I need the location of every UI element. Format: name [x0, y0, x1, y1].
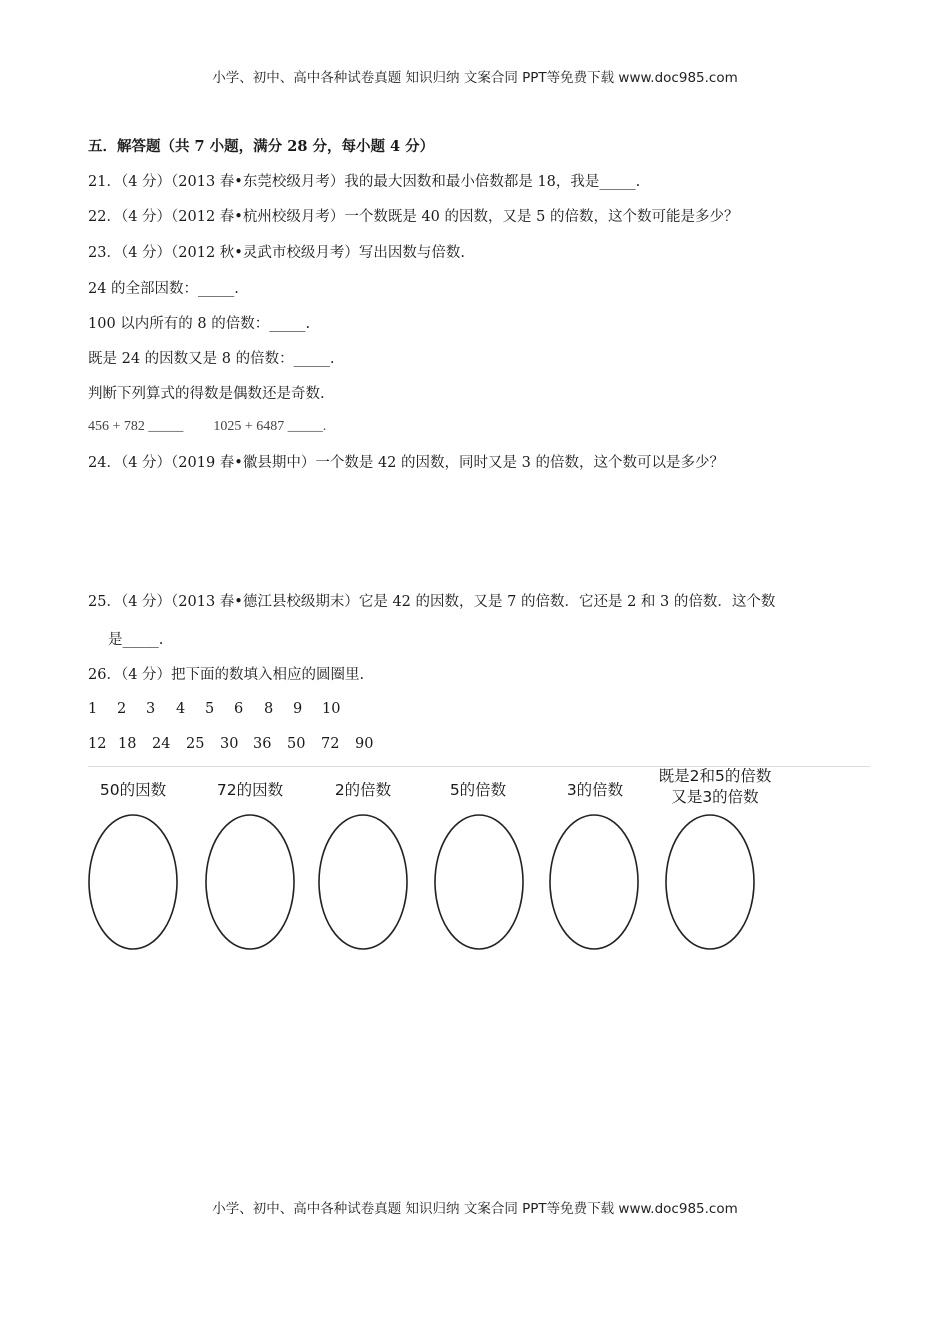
circle-label-line-1: 既是2和5的倍数: [658, 767, 772, 785]
circle-label-multiples-5: 5的倍数: [449, 781, 507, 799]
calc-expression-2: 1025 + 6487 _____.: [213, 419, 327, 434]
number-item: 12: [88, 736, 107, 752]
number-item: 5: [205, 701, 215, 717]
question-24: 24．（4 分）（2019 春•徽县期中）一个数是 42 的因数，同时又是 3 的倍数，这个数可以是多少？: [88, 455, 724, 471]
circle-label-multiples-3: 3的倍数: [566, 781, 624, 799]
answer-circles: [0, 800, 950, 960]
number-item: 30: [220, 736, 239, 752]
circle-multiples-3[interactable]: [550, 815, 638, 949]
circle-label-factors-50: 50的因数: [99, 781, 167, 799]
number-item: 4: [176, 701, 186, 717]
number-item: 50: [287, 736, 306, 752]
number-row-1: [88, 699, 340, 719]
number-item: 9: [293, 701, 303, 717]
number-item: 3: [146, 701, 156, 717]
question-25-line-2: 是_____.: [108, 632, 164, 648]
number-row-2: [88, 734, 373, 754]
question-23-factors-24: 24 的全部因数：_____.: [88, 281, 239, 297]
number-item: 25: [186, 736, 205, 752]
number-item: 2: [117, 701, 127, 717]
circle-factors-50[interactable]: [89, 815, 177, 949]
number-item: 24: [152, 736, 171, 752]
section-title: 五．解答题（共 7 小题，满分 28 分，每小题 4 分）: [88, 138, 435, 155]
number-item: 90: [355, 736, 374, 752]
circle-multiples-2[interactable]: [319, 815, 407, 949]
number-item: 1: [88, 701, 98, 717]
question-23-common: 既是 24 的因数又是 8 的倍数：_____.: [88, 351, 335, 367]
calc-expression-1: 456 + 782 _____: [88, 419, 184, 434]
question-25-line-1: 25．（4 分）（2013 春•德江县校级期末）它是 42 的因数，又是 7 的倍数．它还是 2 和 3 的倍数．这个数: [88, 594, 776, 610]
circle-factors-72[interactable]: [206, 815, 294, 949]
question-23-parity: 判断下列算式的得数是偶数还是奇数.: [88, 386, 325, 402]
number-item: 18: [118, 736, 137, 752]
number-item: 10: [322, 701, 341, 717]
circle-label-factors-72: 72的因数: [216, 781, 284, 799]
question-23: 23．（4 分）（2012 秋•灵武市校级月考）写出因数与倍数.: [88, 245, 465, 261]
page-header: 小学、初中、高中各种试卷真题 知识归纳 文案合同 PPT等免费下载 www.doc985.com: [212, 70, 738, 86]
page-footer: 小学、初中、高中各种试卷真题 知识归纳 文案合同 PPT等免费下载 www.doc985.com: [212, 1201, 738, 1217]
question-21: 21．（4 分）（2013 春•东莞校级月考）我的最大因数和最小倍数都是 18，我是_____.: [88, 174, 641, 190]
question-23-multiples-8: 100 以内所有的 8 的倍数：_____.: [88, 316, 311, 332]
number-item: 6: [234, 701, 244, 717]
circle-multiples-2-5-3[interactable]: [666, 815, 754, 949]
circle-label-line-2: 又是3的倍数: [671, 788, 759, 806]
circle-label-multiples-2: 2的倍数: [334, 781, 392, 799]
number-item: 72: [321, 736, 340, 752]
number-item: 36: [253, 736, 272, 752]
question-26: 26．（4 分）把下面的数填入相应的圆圈里.: [88, 667, 365, 683]
number-item: 8: [264, 701, 274, 717]
circle-multiples-5[interactable]: [435, 815, 523, 949]
question-23-calculations: [88, 417, 326, 437]
question-22: 22．（4 分）（2012 春•杭州校级月考）一个数既是 40 的因数，又是 5 的倍数，这个数可能是多少？: [88, 209, 739, 225]
